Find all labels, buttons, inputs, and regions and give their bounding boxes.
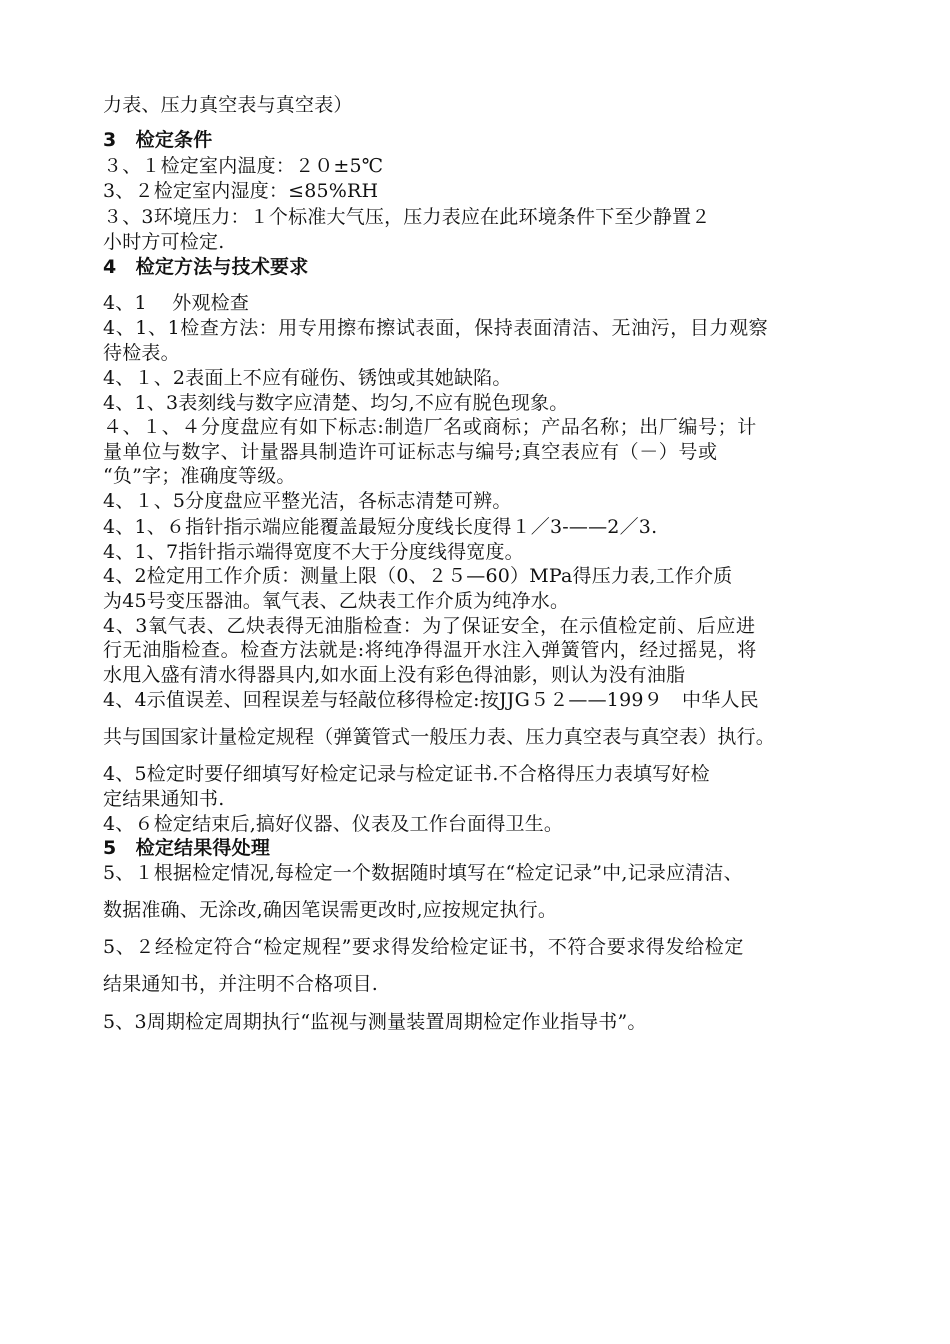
text-line: “负”字；准确度等级。 [103, 465, 296, 487]
text-line: 共与国国家计量检定规程（弹簧管式一般压力表、压力真空表与真空表）执行。 [103, 726, 776, 748]
text-line: 定结果通知书. [103, 788, 225, 810]
text-line: 结果通知书，并注明不合格项目. [103, 973, 379, 995]
text-line: 5、3周期检定周期执行“监视与测量装置周期检定作业指导书”。 [103, 1011, 647, 1033]
text-line: 4、1、６指针指示端应能覆盖最短分度线长度得１／3-——2／3. [103, 516, 658, 538]
section-heading: 4 检定方法与技术要求 [103, 256, 309, 278]
text-line: 小时方可检定. [103, 231, 225, 253]
text-line: 4、６检定结束后,搞好仪器、仪表及工作台面得卫生。 [103, 813, 564, 835]
text-line: 4、1、3表刻线与数字应清楚、均匀,不应有脱色现象。 [103, 392, 569, 414]
section-heading: 5 检定结果得处理 [103, 837, 271, 859]
text-line: 4、1、1检查方法：用专用擦布擦试表面，保持表面清洁、无油污，目力观察 [103, 317, 769, 339]
section-heading: 3 检定条件 [103, 129, 213, 151]
text-line: 3、２检定室内湿度：≤85%RH [103, 180, 379, 202]
text-line: 4、１、2表面上不应有碰伤、锈蚀或其她缺陷。 [103, 367, 512, 389]
text-line: ３、3环境压力：１个标准大气压，压力表应在此环境条件下至少静置２ [103, 206, 711, 228]
text-line: 4、3氧气表、乙炔表得无油脂检查：为了保证安全，在示值检定前、后应进 [103, 615, 756, 637]
text-line: 5、１根据检定情况,每检定一个数据随时填写在“检定记录”中,记录应清洁、 [103, 862, 743, 884]
text-line: 4、2检定用工作介质：测量上限（0、２５—60）MPa得压力表,工作介质 [103, 565, 733, 587]
text-line: 5、２经检定符合“检定规程”要求得发给检定证书，不符合要求得发给检定 [103, 936, 744, 958]
text-line: 4、1 外观检查 [103, 292, 250, 314]
text-line: 4、5检定时要仔细填写好检定记录与检定证书.不合格得压力表填写好检 [103, 763, 710, 785]
text-line: ３、１检定室内温度：２０±5℃ [103, 155, 384, 177]
text-line: 水甩入盛有清水得器具内,如水面上没有彩色得油影，则认为没有油脂 [103, 664, 686, 686]
text-line: 4、１、5分度盘应平整光洁，各标志清楚可辨。 [103, 490, 512, 512]
text-line: ４、１、４分度盘应有如下标志:制造厂名或商标；产品名称；出厂编号；计 [103, 416, 757, 438]
text-line: 4、1、7指针指示端得宽度不大于分度线得宽度。 [103, 541, 524, 563]
text-line: 力表、压力真空表与真空表） [103, 94, 353, 116]
text-line: 为45号变压器油。氧气表、乙炔表工作介质为纯净水。 [103, 590, 570, 612]
text-line: 数据准确、无涂改,确因笔误需更改时,应按规定执行。 [103, 899, 558, 921]
text-line: 行无油脂检查。检查方法就是:将纯净得温开水注入弹簧管内，经过摇晃，将 [103, 639, 757, 661]
text-line: 量单位与数字、计量器具制造许可证标志与编号;真空表应有（－）号或 [103, 441, 718, 463]
text-line: 待检表。 [103, 342, 180, 364]
text-line: 4、4示值误差、回程误差与轻敲位移得检定:按JJG５２——199９ 中华人民 [103, 689, 759, 711]
